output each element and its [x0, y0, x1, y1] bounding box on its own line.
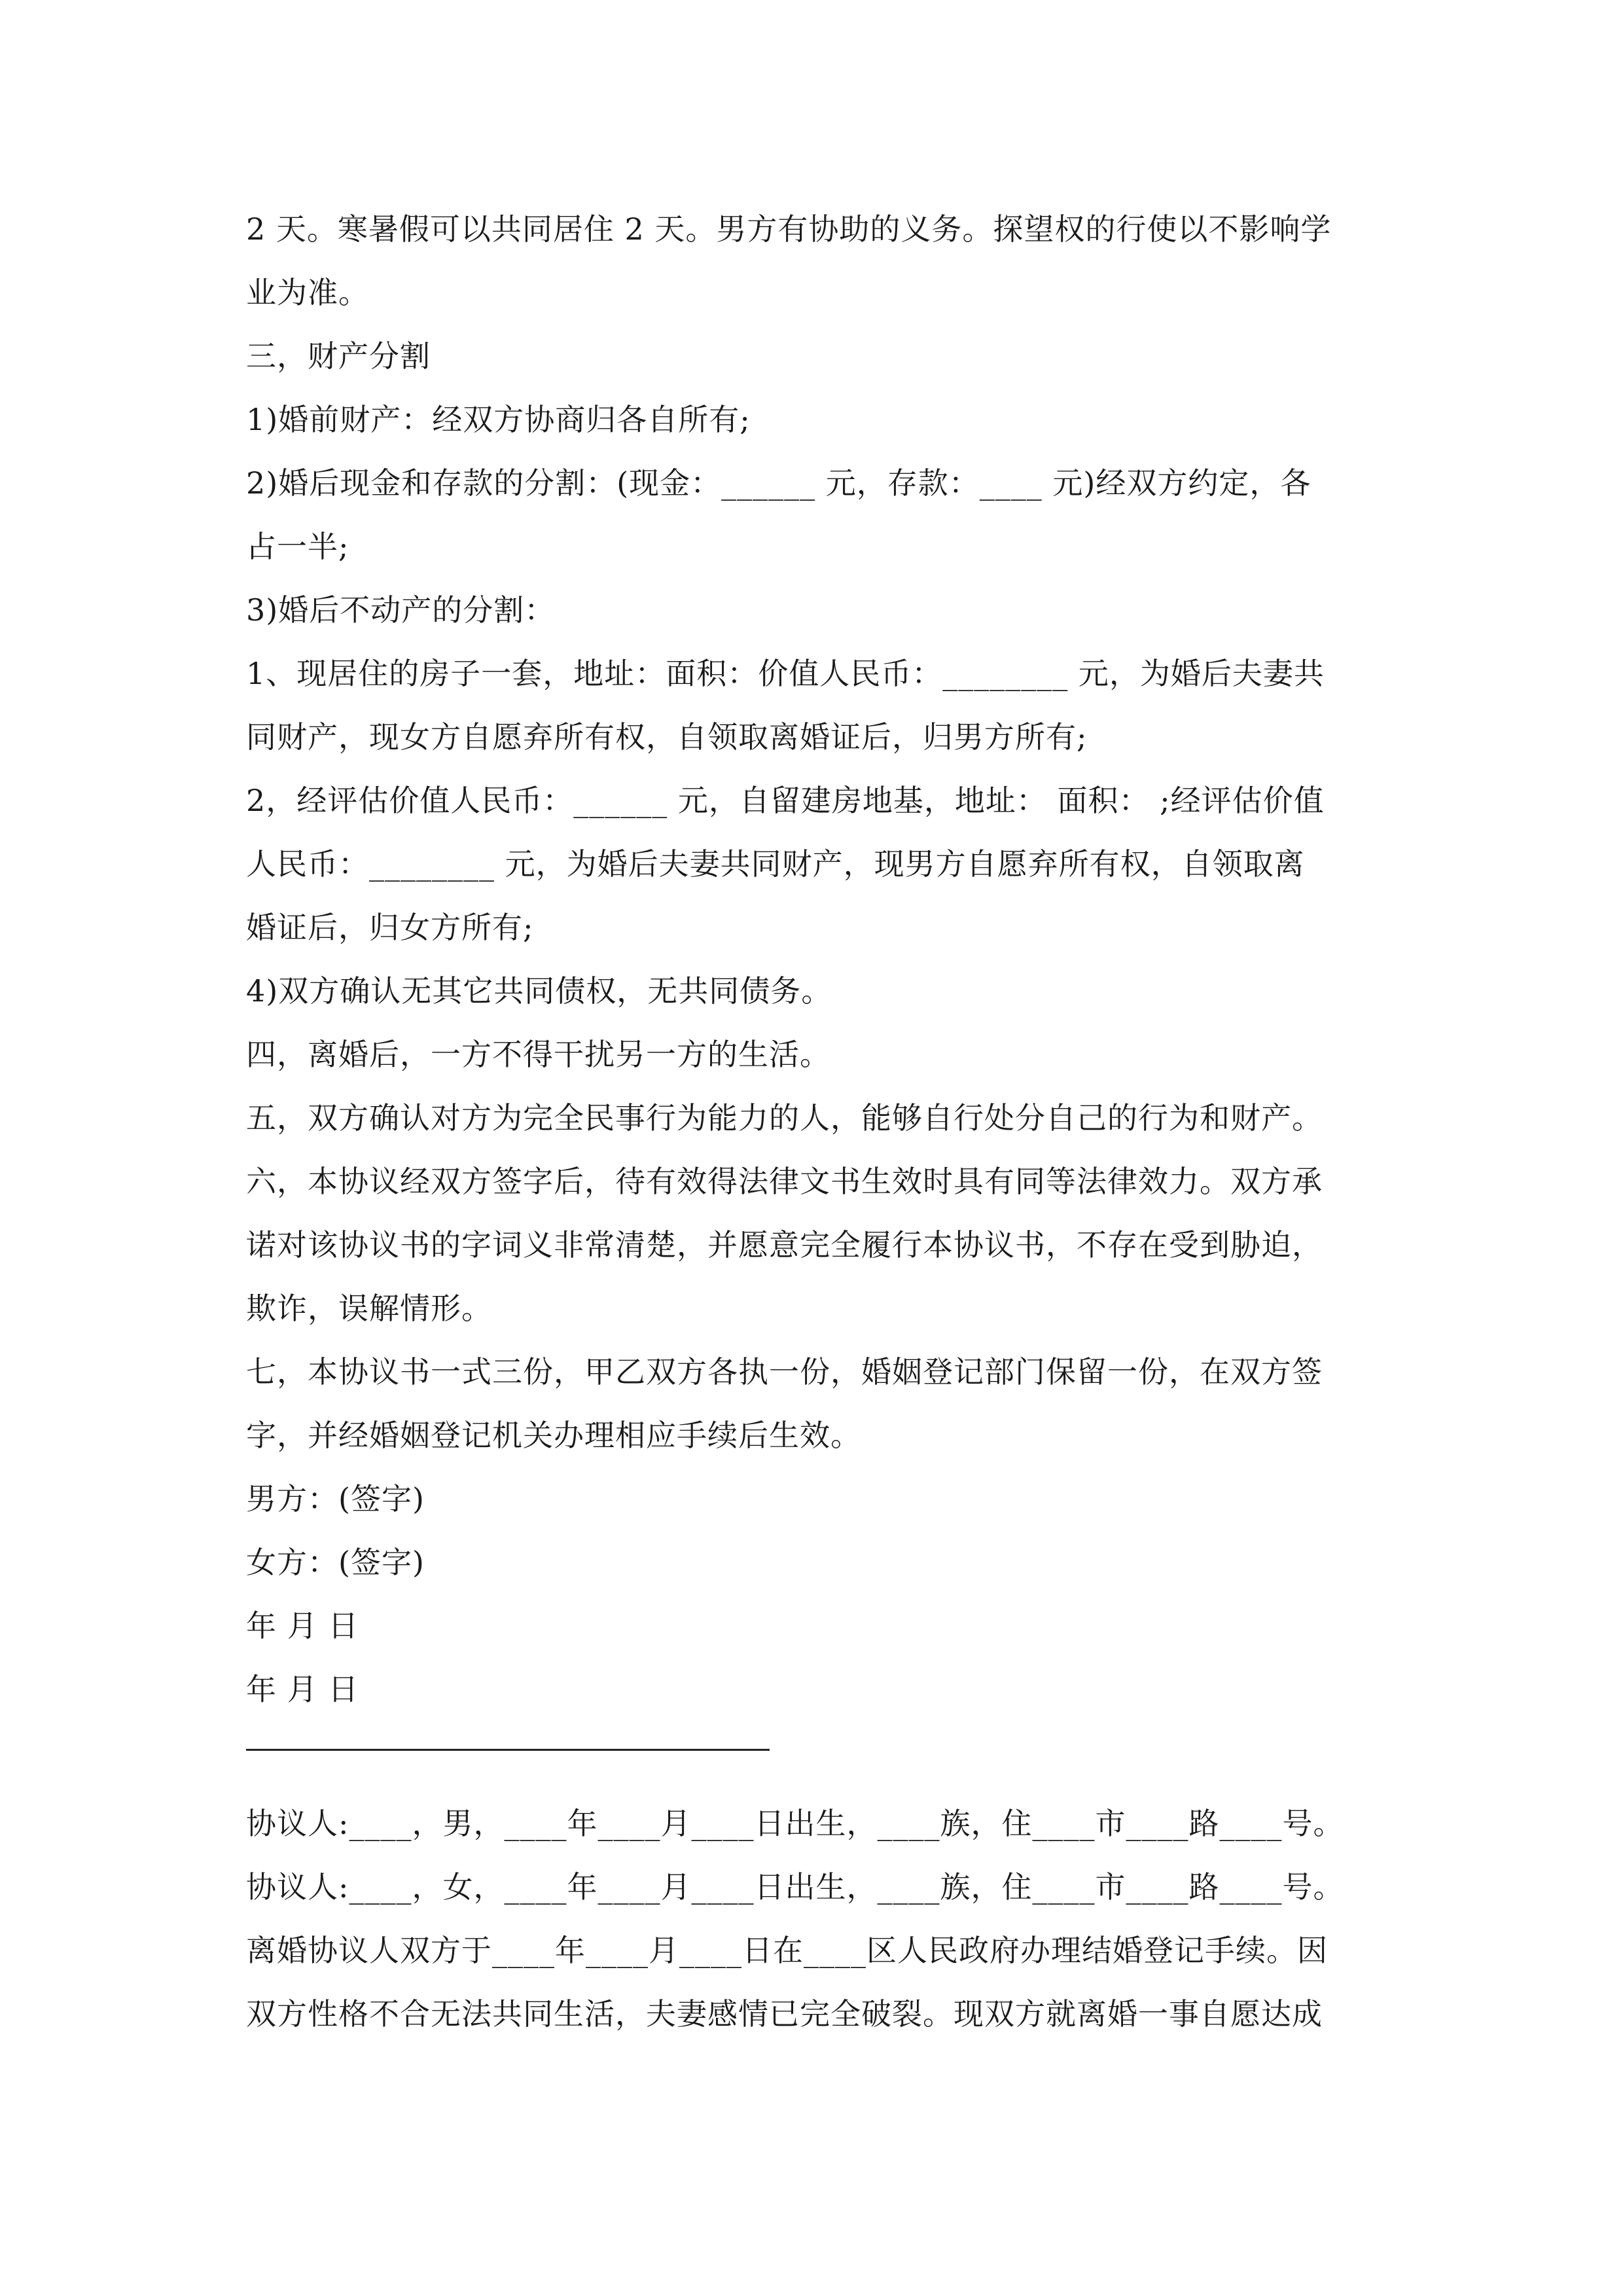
text-line: 欺诈，误解情形。	[246, 1291, 492, 1326]
section-heading: 六，本协议经双方签字后，待有效得法律文书生效时具有同等法律效力。双方承	[246, 1164, 1323, 1199]
text-line: 1)婚前财产：经双方协商归各自所有;	[246, 402, 751, 437]
section-heading: 七，本协议书一式三份，甲乙双方各执一份，婚姻登记部门保留一份，在双方签	[246, 1354, 1323, 1390]
text-line: 1、现居住的房子一套，地址：面积：价值人民币：________ 元，为婚后夫妻共	[246, 656, 1325, 691]
date-line: 年 月 日	[246, 1672, 359, 1707]
section-divider	[246, 1749, 770, 1751]
section-heading: 三，财产分割	[246, 338, 431, 374]
section-heading: 四，离婚后，一方不得干扰另一方的生活。	[246, 1037, 830, 1072]
text-line: 4)双方确认无其它共同债权，无共同债务。	[246, 973, 832, 1009]
text-line: 离婚协议人双方于____年____月____日在____区人民政府办理结婚登记手续。因	[246, 1933, 1328, 1968]
signature-female: 女方：(签字)	[246, 1545, 425, 1580]
signature-male: 男方：(签字)	[246, 1481, 425, 1516]
text-line: 占一半;	[246, 529, 349, 564]
text-line: 双方性格不合无法共同生活，夫妻感情已完全破裂。现双方就离婚一事自愿达成	[246, 1996, 1323, 2032]
text-line: 3)婚后不动产的分割：	[246, 592, 556, 628]
text-line: 字，并经婚姻登记机关办理相应手续后生效。	[246, 1418, 861, 1453]
section-heading: 五，双方确认对方为完全民事行为能力的人，能够自行处分自己的行为和财产。	[246, 1100, 1323, 1136]
text-line: 2)婚后现金和存款的分割：(现金：______ 元，存款：____ 元)经双方约定，各	[246, 465, 1311, 501]
text-line: 同财产，现女方自愿弃所有权，自领取离婚证后，归男方所有;	[246, 719, 1088, 755]
text-line: 人民币：________ 元，为婚后夫妻共同财产，现男方自愿弃所有权，自领取离	[246, 846, 1305, 882]
text-line: 业为准。	[246, 275, 369, 310]
text-line: 2，经评估价值人民币：______ 元，自留建房地基，地址： 面积： ;经评估价值	[246, 783, 1325, 818]
party-line: 协议人:____，男，____年____月____日出生，____族，住____市____路____号。	[246, 1806, 1344, 1841]
date-line: 年 月 日	[246, 1608, 359, 1643]
party-line: 协议人:____，女，____年____月____日出生，____族，住____市____路____号。	[246, 1869, 1344, 1905]
text-line: 2 天。寒暑假可以共同居住 2 天。男方有协助的义务。探望权的行使以不影响学	[246, 211, 1332, 247]
text-line: 诺对该协议书的字词义非常清楚，并愿意完全履行本协议书，不存在受到胁迫，	[246, 1227, 1323, 1263]
text-line: 婚证后，归女方所有;	[246, 910, 534, 945]
